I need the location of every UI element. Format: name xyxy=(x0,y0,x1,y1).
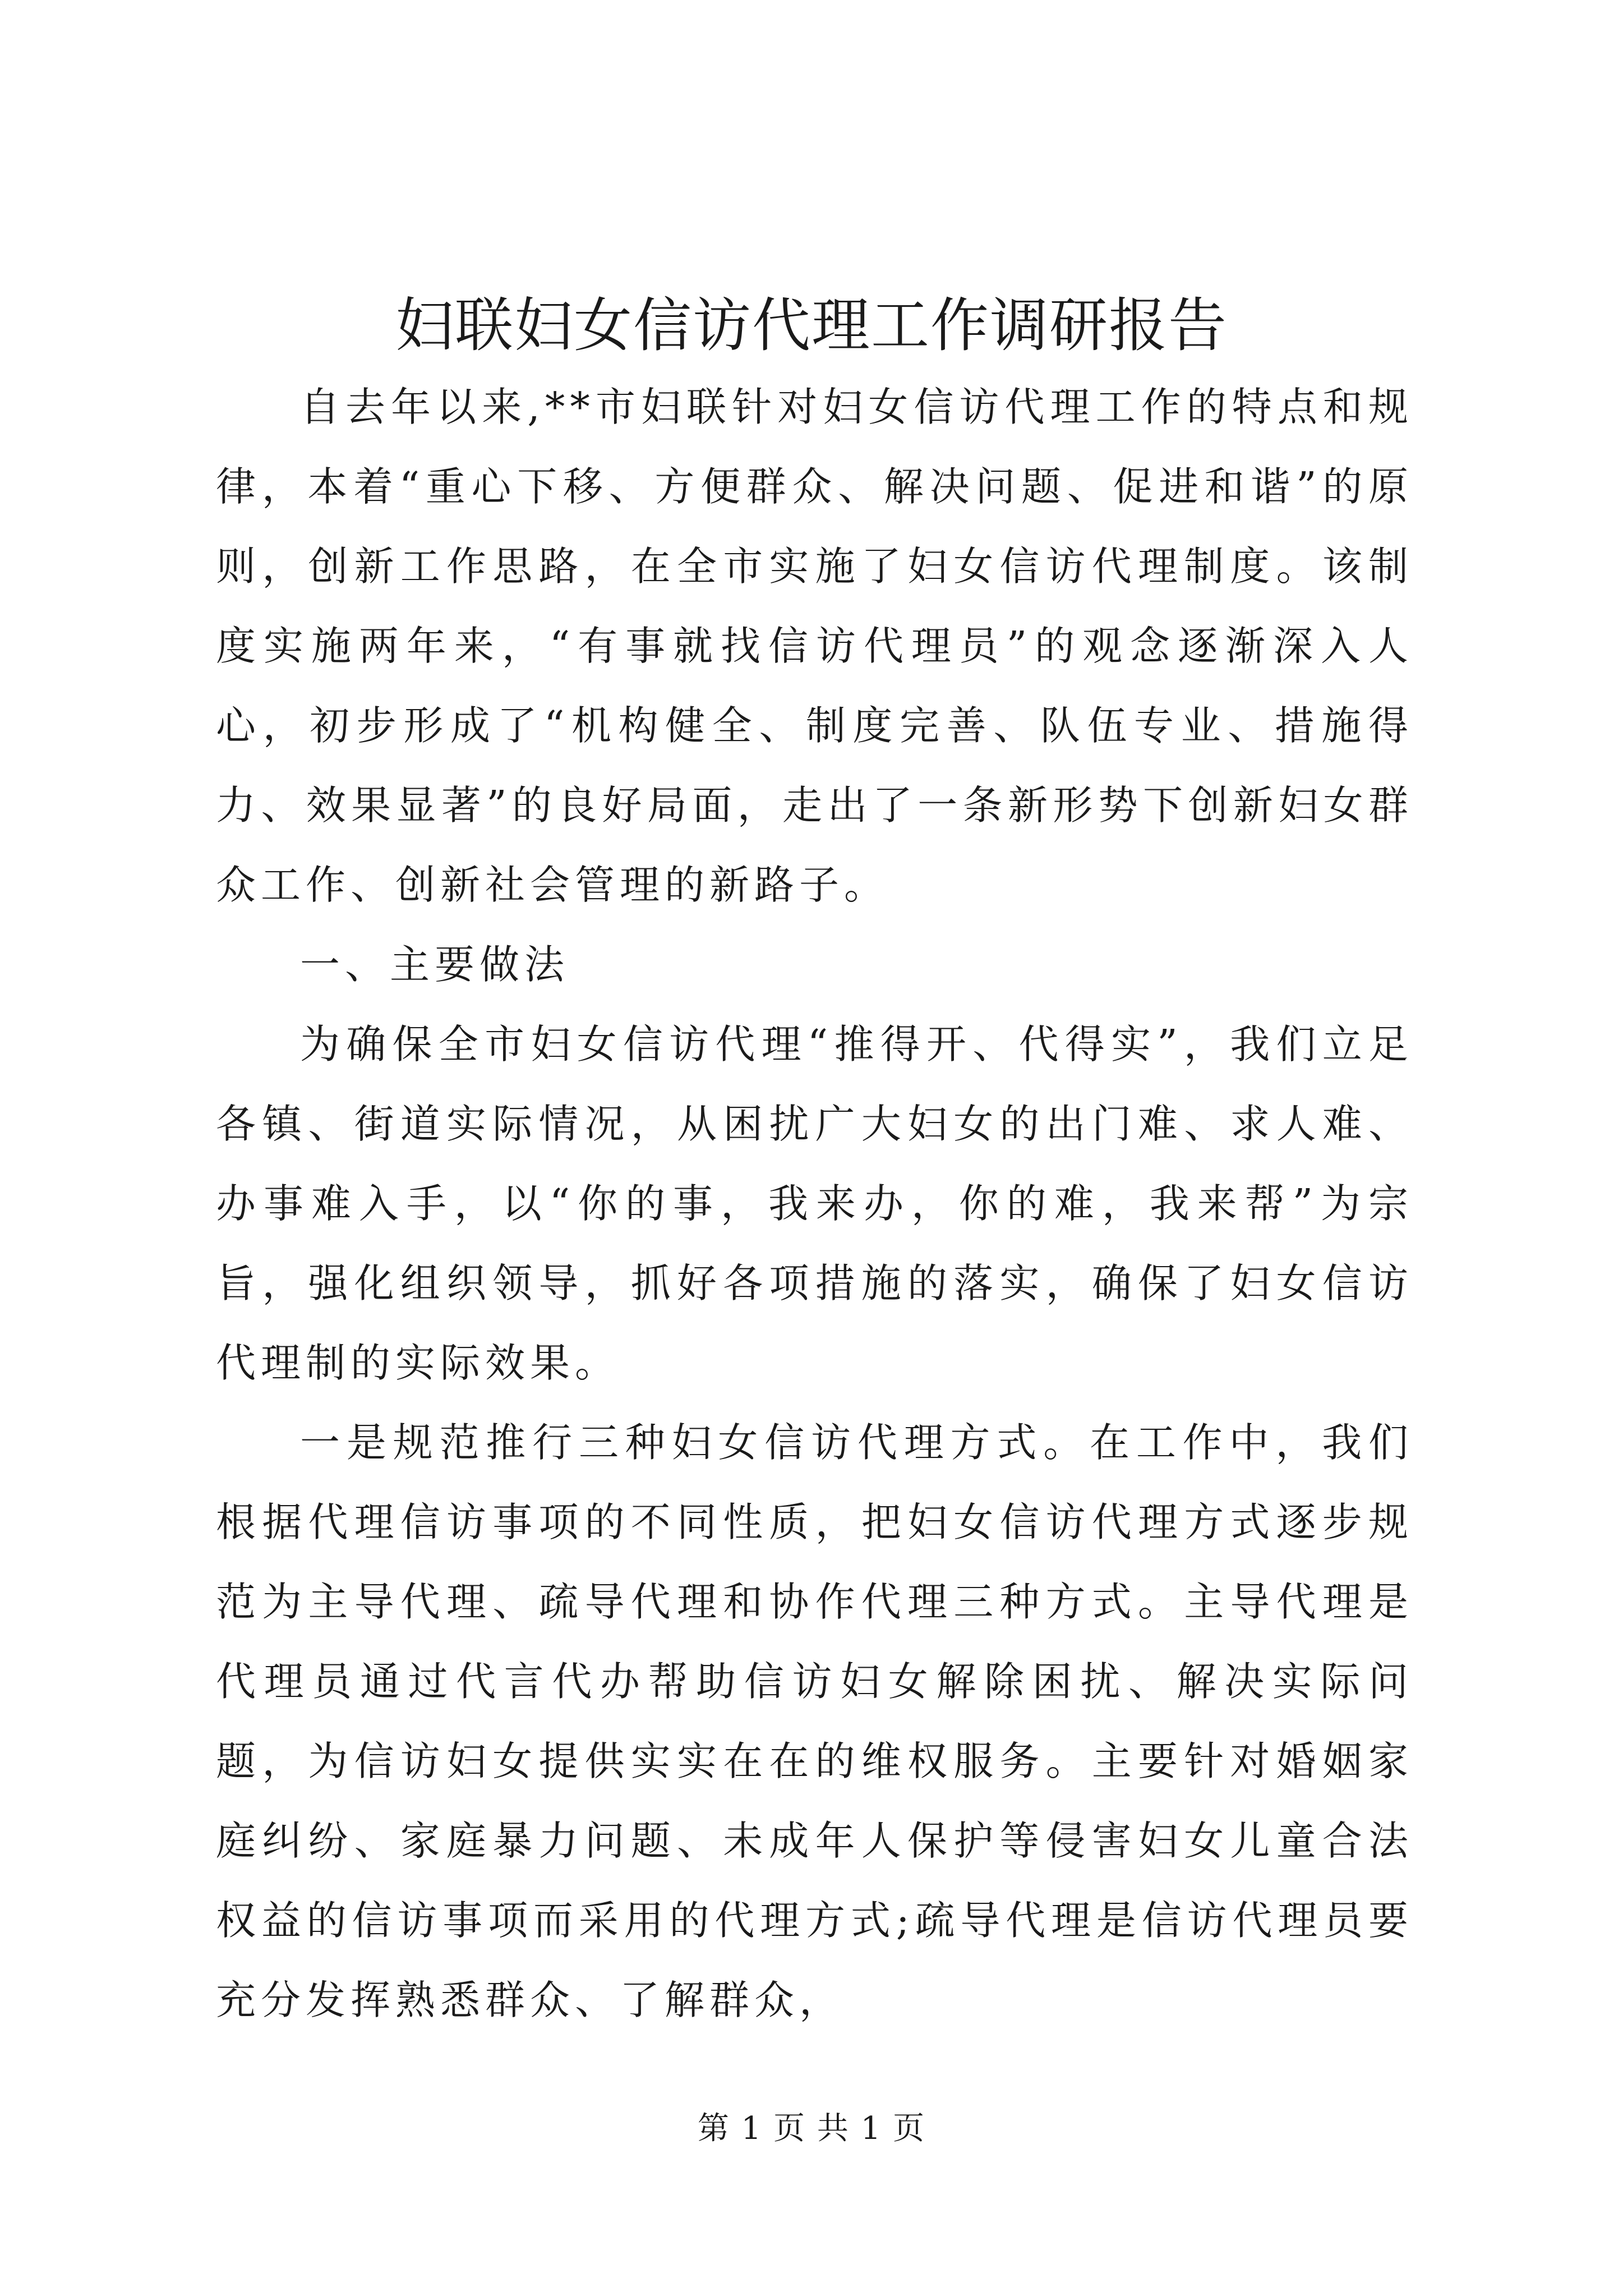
section-paragraph: 为确保全市妇女信访代理“推得开、代得实”，我们立足各镇、街道实际情况，从困扰广大妇女的出门难、求人难、办事难入手，以“你的事，我来办，你的难，我来帮”为宗旨，强化组织领导，抓好各项措施的落实，确保了妇女信访代理制的实际效果。 xyxy=(216,1021,1413,1386)
document-body xyxy=(216,367,1413,2040)
page-footer: 第 1 页 共 1 页 xyxy=(697,2110,926,2147)
document-title: 妇联妇女信访代理工作调研报告 xyxy=(395,291,1228,360)
intro-paragraph: 自去年以来,**市妇联针对妇女信访代理工作的特点和规律，本着“重心下移、方便群众、解决问题、促进和谐”的原则，创新工作思路，在全市实施了妇女信访代理制度。该制度实施两年来，“有事就找信访代理员”的观念逐渐深入人心，初步形成了“机构健全、制度完善、队伍专业、措施得力、效果显著”的良好局面，走出了一条新形势下创新妇女群众工作、创新社会管理的新路子。 xyxy=(216,384,1413,908)
section-heading: 一、主要做法 xyxy=(300,941,570,988)
section-paragraph: 一是规范推行三种妇女信访代理方式。在工作中，我们根据代理信访事项的不同性质，把妇女信访代理方式逐步规范为主导代理、疏导代理和协作代理三种方式。主导代理是代理员通过代言代办帮助信访妇女解除困扰、解决实际问题，为信访妇女提供实实在在的维权服务。主要针对婚姻家庭纠纷、家庭暴力问题、未成年人保护等侵害妇女儿童合法权益的信访事项而采用的代理方式;疏导代理是信访代理员要充分发挥熟悉群众、了解群众， xyxy=(216,1419,1413,2023)
